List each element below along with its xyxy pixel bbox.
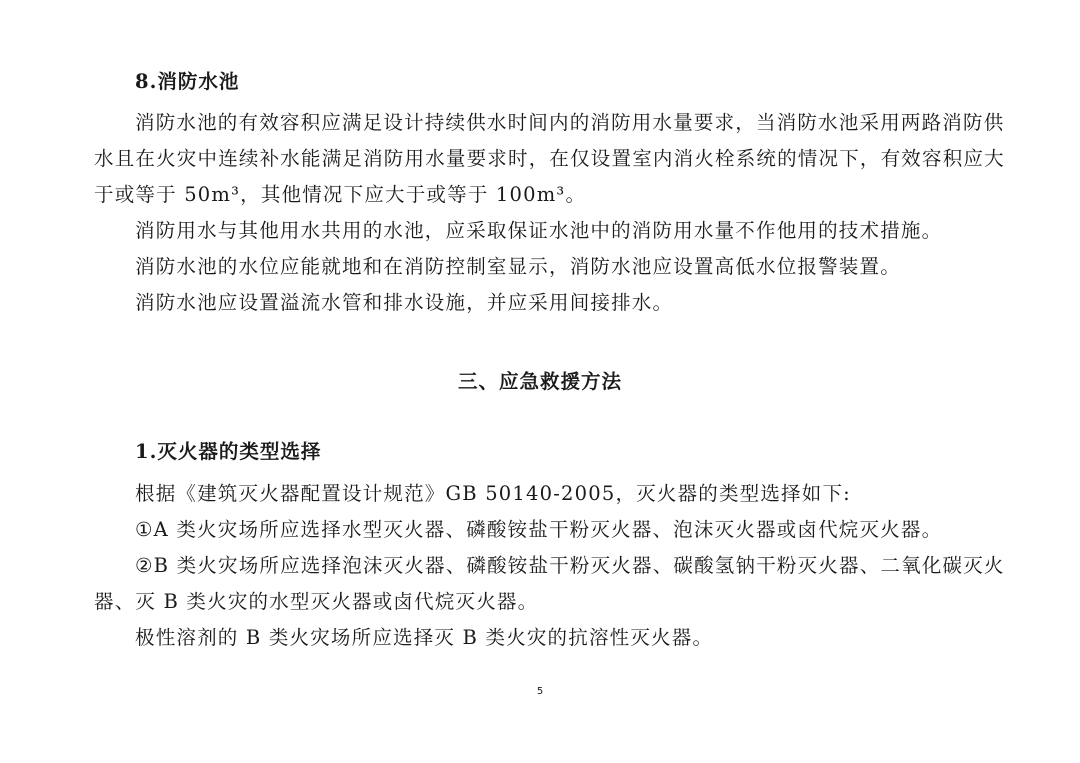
- paragraph-line: 根据《建筑灭火器配置设计规范》GB 50140-2005，灭火器的类型选择如下:: [135, 482, 851, 505]
- paragraph-line: 消防水池的有效容积应满足设计持续供水时间内的消防用水量要求，当消防水池采用两路消防供: [135, 111, 1005, 134]
- paragraph-line: 器、灭 B 类火灾的水型灭火器或卤代烷灭火器。: [94, 590, 539, 613]
- paragraph-line: 水且在火灾中连续补水能满足消防用水量要求时，在仅设置室内消火栓系统的情况下，有效容积应大: [94, 147, 1005, 170]
- paragraph-line: 于或等于 50m³，其他情况下应大于或等于 100m³。: [94, 183, 587, 206]
- paragraph-line: 消防水池应设置溢流水管和排水设施，并应采用间接排水。: [135, 291, 674, 314]
- subsection-1-heading: 1.灭火器的类型选择: [135, 440, 322, 463]
- paragraph-line: ②B 类火灾场所应选择泡沫灭火器、磷酸铵盐干粉灭火器、碳酸氢钠干粉灭火器、二氧化碳灭火: [135, 554, 1005, 577]
- paragraph-line: 极性溶剂的 B 类火灾场所应选择灭 B 类火灾的抗溶性灭火器。: [135, 626, 714, 649]
- paragraph-line: 消防用水与其他用水共用的水池，应采取保证水池中的消防用水量不作他用的技术措施。: [135, 219, 943, 242]
- section-3-title: 三、应急救援方法: [457, 370, 622, 393]
- paragraph-line: 消防水池的水位应能就地和在消防控制室显示，消防水池应设置高低水位报警装置。: [135, 255, 901, 278]
- section-8-heading: 8.消防水池: [135, 70, 240, 93]
- page-number: 5: [536, 686, 544, 697]
- paragraph-line: ①A 类火灾场所应选择水型灭火器、磷酸铵盐干粉灭火器、泡沫灭火器或卤代烷灭火器。: [135, 518, 943, 541]
